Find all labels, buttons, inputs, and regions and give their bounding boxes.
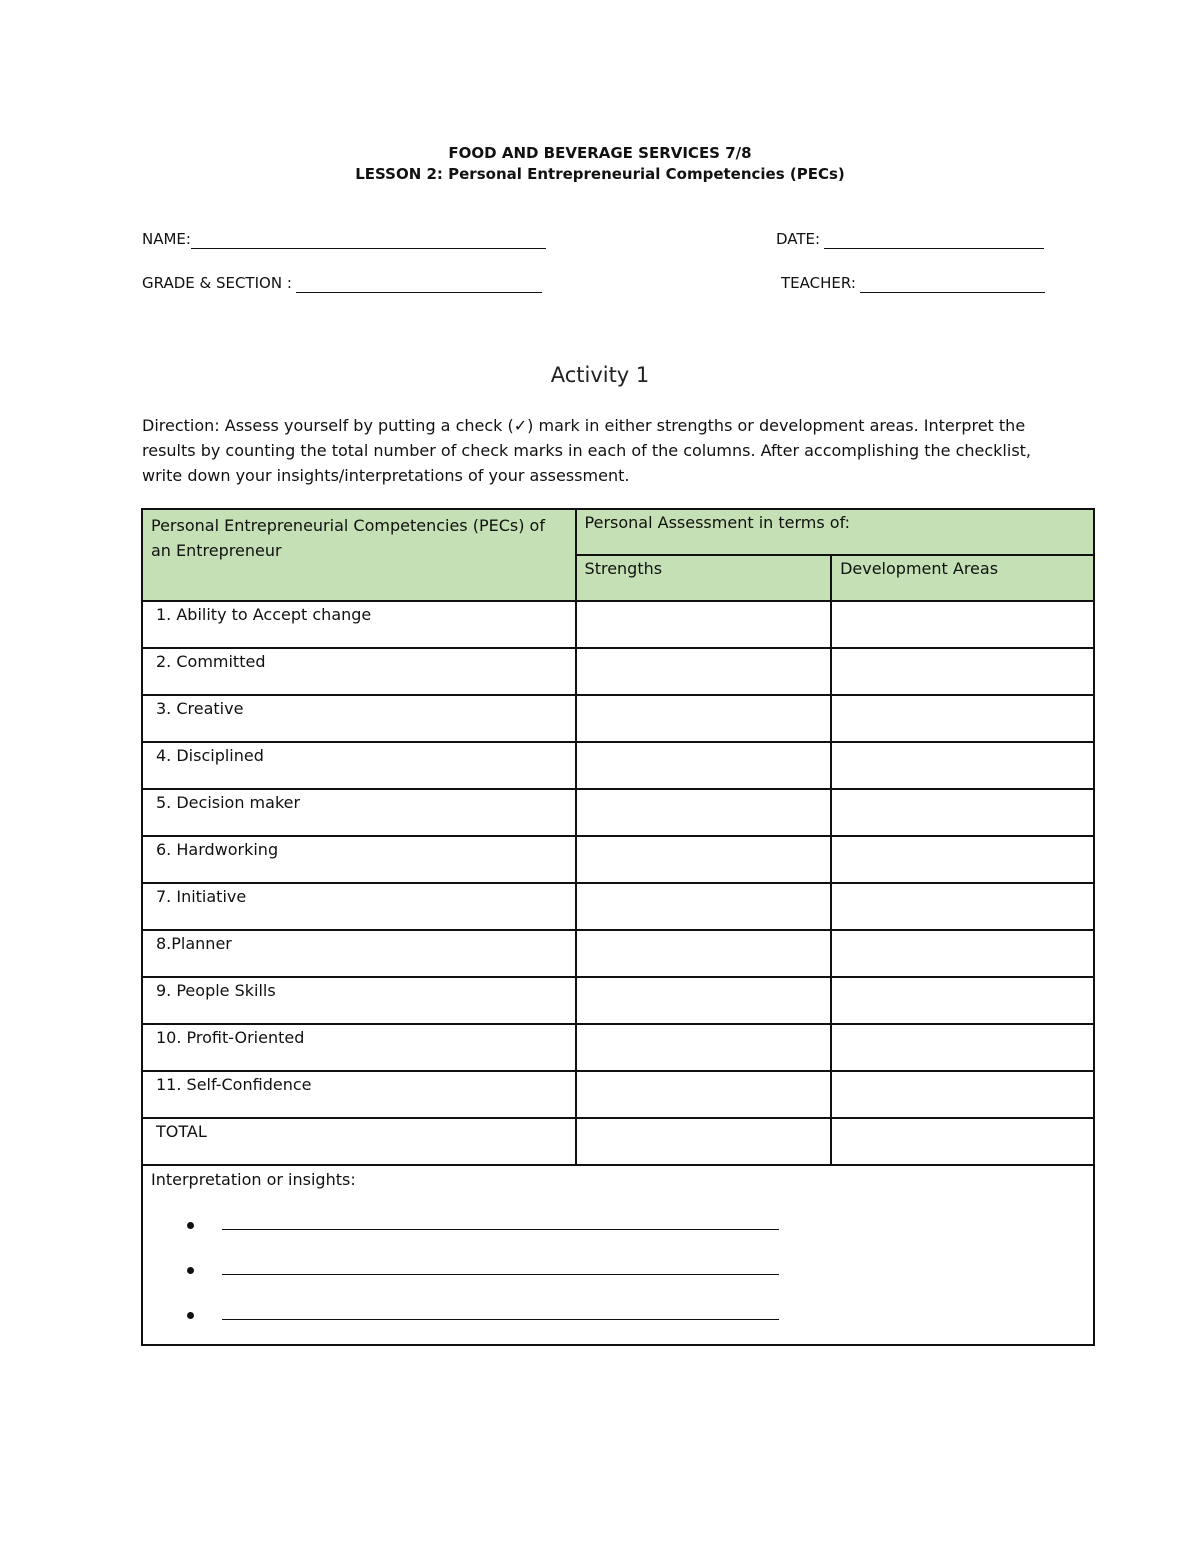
col1-header: Personal Entrepreneurial Competencies (PECs) of an Entrepreneur [142, 509, 576, 601]
table-row [142, 1071, 1094, 1118]
teacher-label: TEACHER: [781, 274, 856, 292]
strengths-cell[interactable] [576, 601, 832, 648]
bullet-icon [187, 1312, 194, 1319]
strengths-cell[interactable] [576, 648, 832, 695]
table-row [142, 930, 1094, 977]
strengths-cell[interactable] [576, 1118, 832, 1165]
name-field[interactable] [142, 229, 546, 249]
date-line[interactable] [824, 231, 1044, 249]
date-field[interactable] [776, 229, 1044, 249]
grade-section-field[interactable] [142, 273, 542, 293]
strengths-cell[interactable] [576, 930, 832, 977]
teacher-line[interactable] [860, 275, 1045, 293]
table-row [142, 695, 1094, 742]
development-areas-cell[interactable] [831, 1024, 1094, 1071]
competency-label: 2. Committed [142, 648, 576, 695]
development-areas-cell[interactable] [831, 1118, 1094, 1165]
group-header: Personal Assessment in terms of: [576, 509, 1094, 555]
insight-line[interactable] [222, 1266, 779, 1275]
strengths-header: Strengths [576, 555, 832, 601]
bullet-icon [187, 1222, 194, 1229]
strengths-cell[interactable] [576, 883, 832, 930]
development-areas-cell[interactable] [831, 695, 1094, 742]
competency-label: 6. Hardworking [142, 836, 576, 883]
name-line[interactable] [191, 231, 546, 249]
table-row [142, 836, 1094, 883]
grade-section-label: GRADE & SECTION : [142, 274, 292, 292]
insight-bullet[interactable] [187, 1203, 1085, 1248]
insight-bullet[interactable] [187, 1248, 1085, 1293]
strengths-cell[interactable] [576, 695, 832, 742]
table-row [142, 648, 1094, 695]
strengths-cell[interactable] [576, 977, 832, 1024]
table-row [142, 1024, 1094, 1071]
competency-label: 4. Disciplined [142, 742, 576, 789]
table-row [142, 601, 1094, 648]
teacher-field[interactable] [781, 273, 1045, 293]
table-row [142, 742, 1094, 789]
strengths-cell[interactable] [576, 1071, 832, 1118]
competency-label: 10. Profit-Oriented [142, 1024, 576, 1071]
insights-label: Interpretation or insights: [151, 1170, 356, 1189]
development-areas-header: Development Areas [831, 555, 1094, 601]
competency-label: 11. Self-Confidence [142, 1071, 576, 1118]
insights-bullets [151, 1203, 1085, 1338]
competency-label: TOTAL [142, 1118, 576, 1165]
competency-label: 1. Ability to Accept change [142, 601, 576, 648]
table-row [142, 883, 1094, 930]
development-areas-cell[interactable] [831, 1071, 1094, 1118]
development-areas-cell[interactable] [831, 930, 1094, 977]
course-title: FOOD AND BEVERAGE SERVICES 7/8 [448, 144, 752, 162]
lesson-title: LESSON 2: Personal Entrepreneurial Competencies (PECs) [355, 165, 845, 183]
date-label: DATE: [776, 230, 821, 248]
name-label: NAME: [142, 230, 191, 248]
development-areas-cell[interactable] [831, 836, 1094, 883]
competency-label: 8.Planner [142, 930, 576, 977]
development-areas-cell[interactable] [831, 977, 1094, 1024]
bullet-icon [187, 1267, 194, 1274]
pecs-table [141, 508, 1095, 1346]
activity-title: Activity 1 [550, 363, 650, 387]
strengths-cell[interactable] [576, 1024, 832, 1071]
development-areas-cell[interactable] [831, 883, 1094, 930]
strengths-cell[interactable] [576, 742, 832, 789]
development-areas-cell[interactable] [831, 601, 1094, 648]
development-areas-cell[interactable] [831, 742, 1094, 789]
insights-cell [142, 1165, 1094, 1345]
development-areas-cell[interactable] [831, 648, 1094, 695]
table-row [142, 977, 1094, 1024]
grade-section-line[interactable] [296, 275, 542, 293]
insight-bullet[interactable] [187, 1293, 1085, 1338]
insight-line[interactable] [222, 1221, 779, 1230]
competency-rows [142, 601, 1094, 1165]
insight-line[interactable] [222, 1311, 779, 1320]
strengths-cell[interactable] [576, 789, 832, 836]
development-areas-cell[interactable] [831, 789, 1094, 836]
competency-label: 3. Creative [142, 695, 576, 742]
title-block [0, 143, 1200, 185]
direction-text: Direction: Assess yourself by putting a check (✓) mark in either strengths or development areas. Interpret the results by counting the total number of check marks in each of the columns. After accomplishing the checklist, write down your insights/interpretations of your assessment. [142, 416, 1032, 485]
table-row [142, 789, 1094, 836]
strengths-cell[interactable] [576, 836, 832, 883]
competency-label: 9. People Skills [142, 977, 576, 1024]
competency-label: 5. Decision maker [142, 789, 576, 836]
competency-label: 7. Initiative [142, 883, 576, 930]
table-row [142, 1118, 1094, 1165]
